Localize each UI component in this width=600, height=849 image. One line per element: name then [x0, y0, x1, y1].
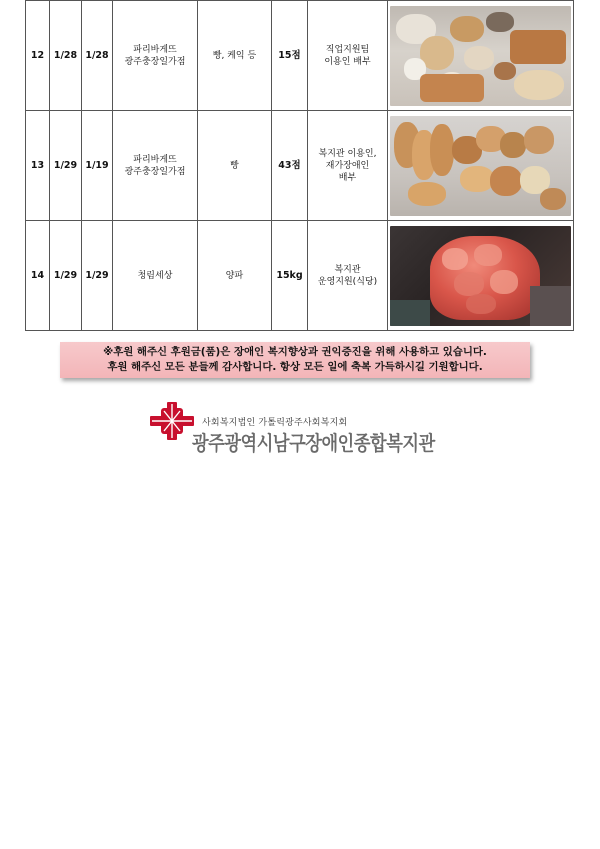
- row-item: 빵, 케익 등: [198, 1, 272, 111]
- bread-photo: [390, 6, 571, 106]
- row-donor: 파리바게뜨 광주충장일가점: [113, 111, 198, 221]
- row-date-2: 1/19: [82, 111, 113, 221]
- row-usage: 직업지원팀 이용인 배부: [308, 1, 388, 111]
- row-usage: 복지관 운영지원(식당): [308, 221, 388, 331]
- row-donor: 청림세상: [113, 221, 198, 331]
- notice-line-1: ※후원 해주신 후원금(품)은 장애인 복지향상과 권익증진을 위해 사용하고 있습니다.: [103, 346, 487, 358]
- bread-photo: [390, 116, 571, 216]
- table-row: [26, 111, 574, 221]
- row-item: 양파: [198, 221, 272, 331]
- catholic-cross-icon: [150, 402, 194, 440]
- onion-sack-photo: [390, 226, 571, 326]
- row-number: 12: [26, 1, 50, 111]
- organization-logo: [150, 400, 450, 455]
- row-date: 1/29: [50, 111, 82, 221]
- row-number: 13: [26, 111, 50, 221]
- row-quantity: 15kg: [272, 221, 308, 331]
- table-row: [26, 1, 574, 111]
- row-usage: 복지관 이용인, 재가장애인 배부: [308, 111, 388, 221]
- row-date-2: 1/29: [82, 221, 113, 331]
- row-item: 빵: [198, 111, 272, 221]
- table-row: [26, 221, 574, 331]
- row-number: 14: [26, 221, 50, 331]
- row-date-2: 1/28: [82, 1, 113, 111]
- notice-line-2: 후원 해주신 모든 분들께 감사합니다. 항상 모든 일에 축복 가득하시길 기원합니다.: [107, 361, 483, 373]
- row-quantity: 15점: [272, 1, 308, 111]
- donation-table: [25, 0, 574, 331]
- row-date: 1/28: [50, 1, 82, 111]
- organization-subtitle: 사회복지법인 가톨릭광주사회복지회: [202, 418, 348, 428]
- row-quantity: 43점: [272, 111, 308, 221]
- row-date: 1/29: [50, 221, 82, 331]
- row-donor: 파리바게뜨 광주충장일가점: [113, 1, 198, 111]
- thank-you-notice: [60, 342, 530, 378]
- organization-name: 광주광역시남구장애인종합복지관: [192, 431, 435, 455]
